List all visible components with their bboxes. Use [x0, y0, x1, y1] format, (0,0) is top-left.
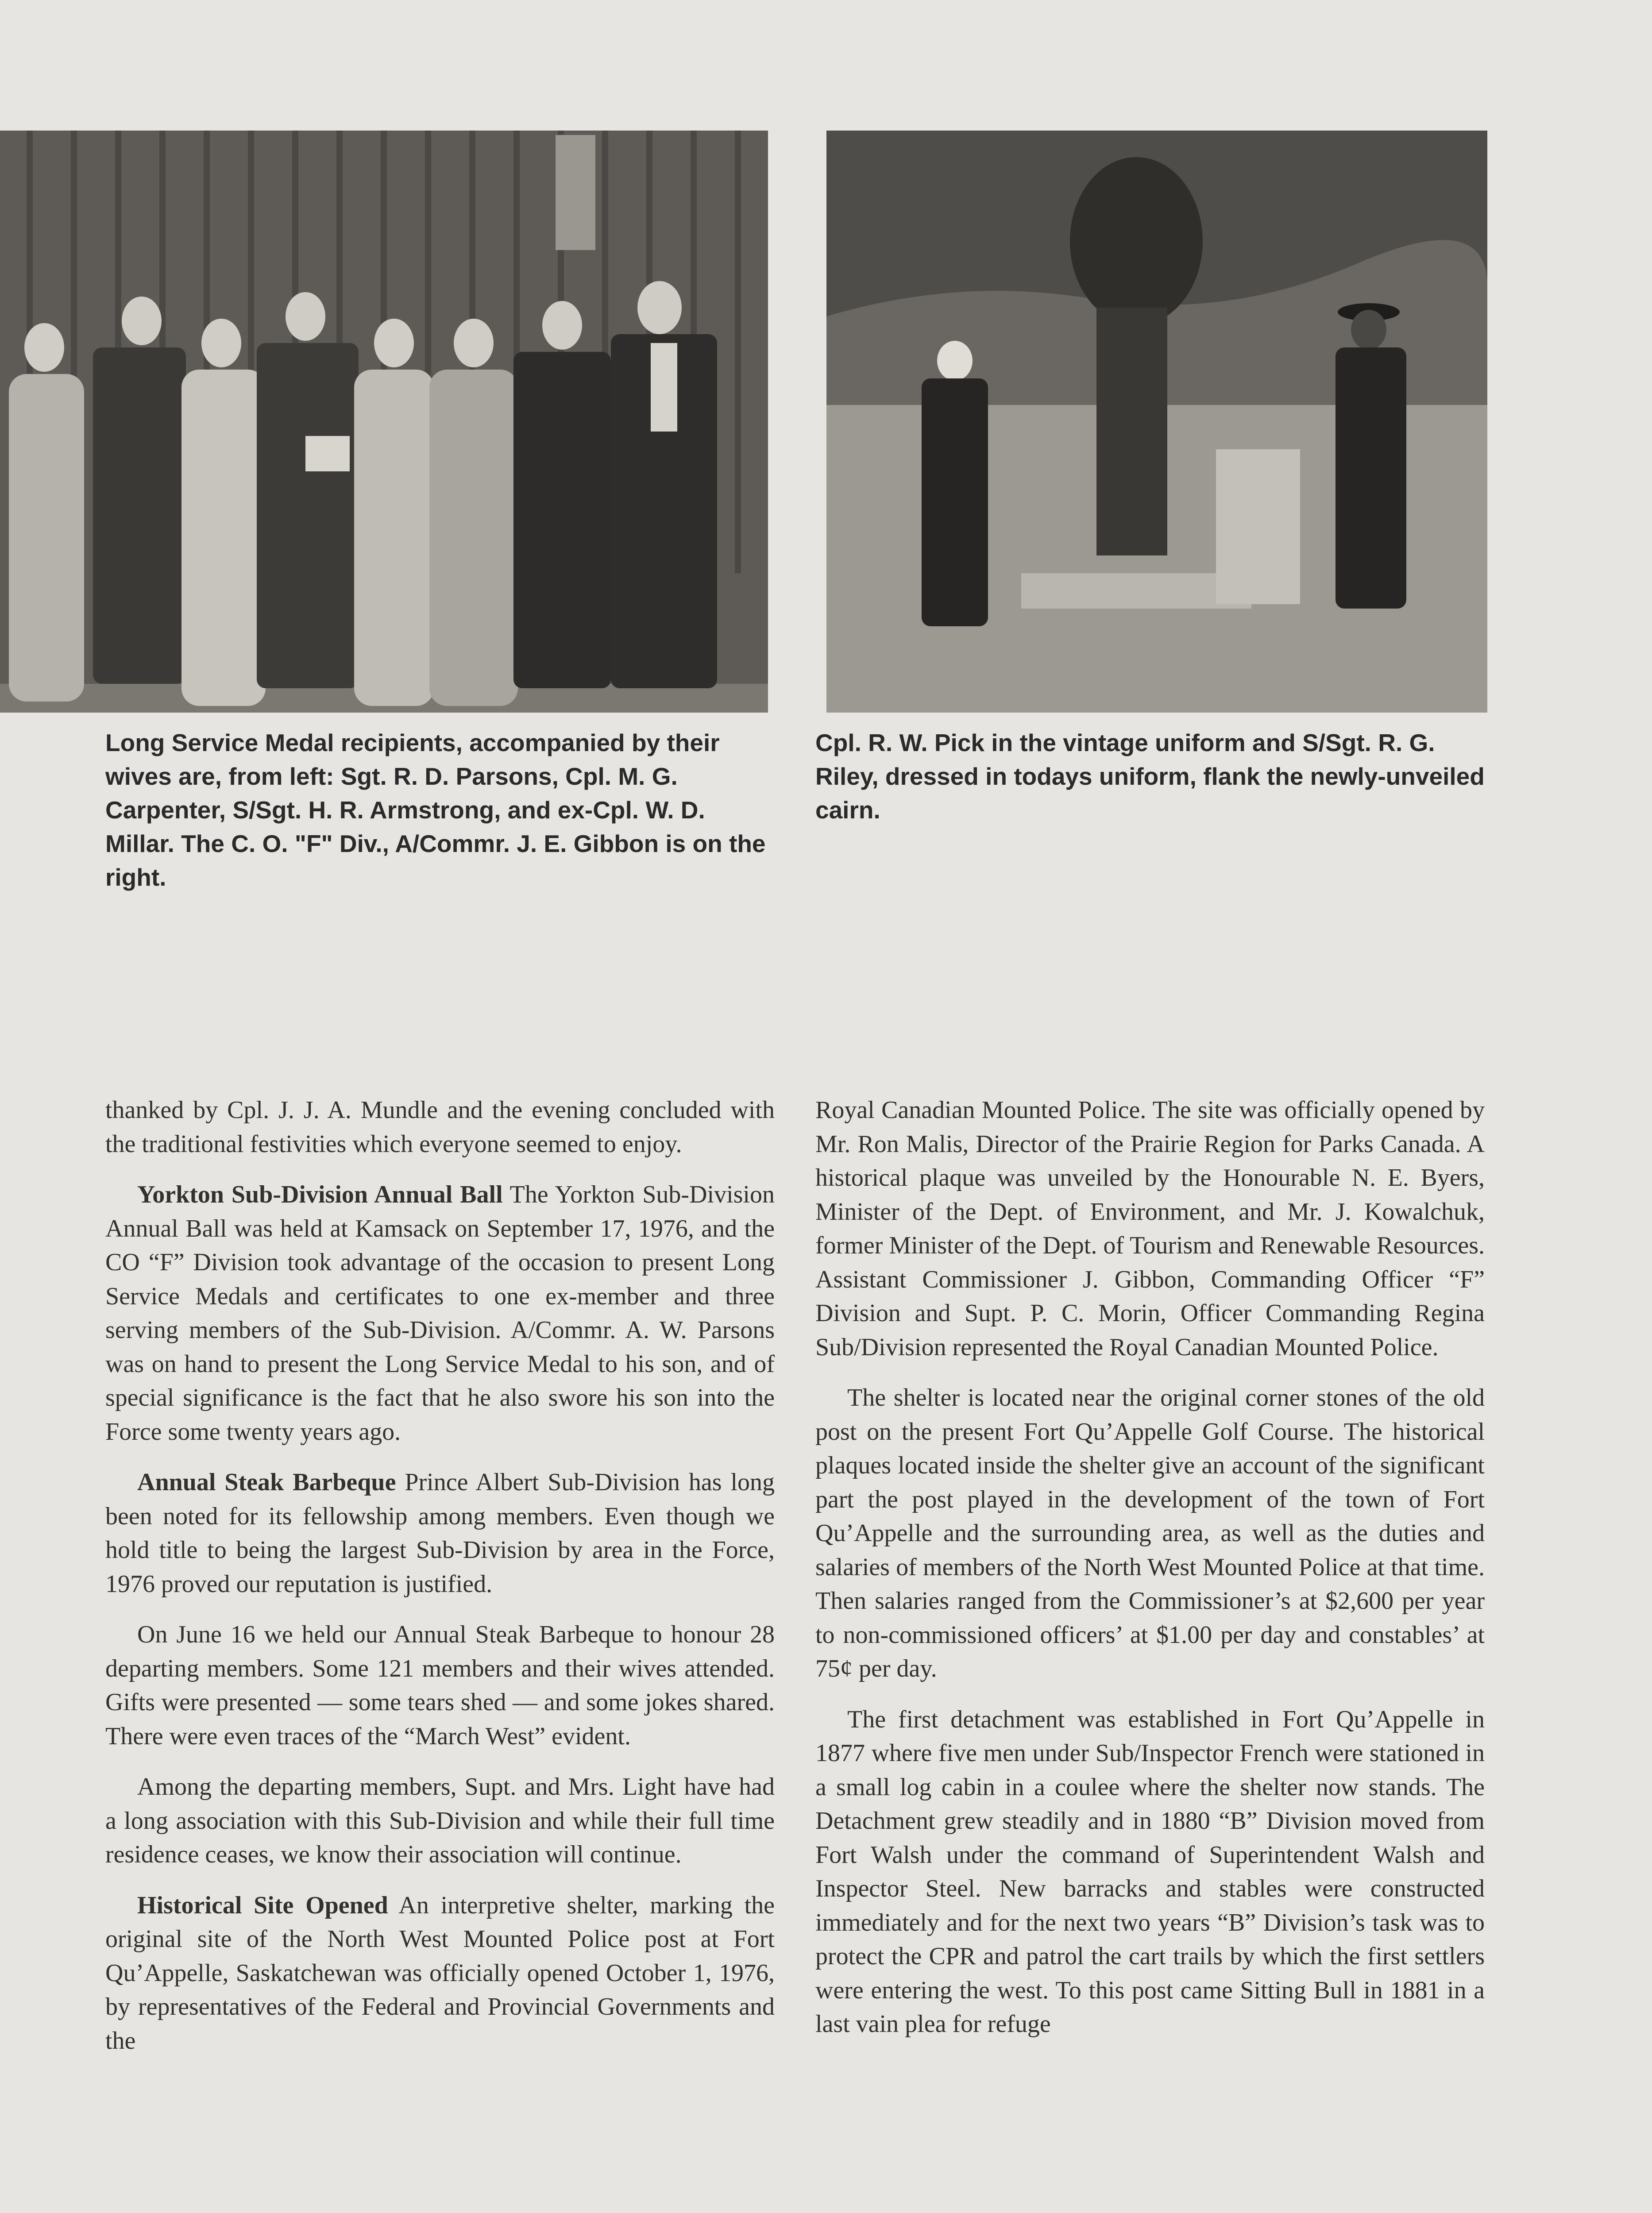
paragraph: On June 16 we held our Annual Steak Barbeque to honour 28 departing members. Some 121 members and their wives attended. Gifts were presented — some tears shed — and some jokes shared. There were even traces of the “March West” evident.	[105, 1621, 775, 1750]
section-heading: Yorkton Sub-Division Annual Ball	[137, 1181, 503, 1208]
section-heading: Annual Steak Barbeque	[137, 1469, 396, 1496]
paragraph-body: The Yorkton Sub-Division Annual Ball was held at Kamsack on September 17, 1976, and the CO “F” Division took advantage of the occasion to present Long Service Medals and certificates to one ex-member and three serving members of the Sub-Division. A/Commr. A. W. Parsons was on hand to present the Long Service Medal to his son, and of special significance is the fact that he also swore his son into the Force some twenty years ago.	[105, 1181, 775, 1446]
paragraph-body: An interpretive shelter, marking the original site of the North West Mounted Police post at Fort Qu’Appelle, Saskatchewan was officially opened October 1, 1976, by representatives of the Federal and Provincial Governments and the	[105, 1891, 775, 2055]
cairn-image	[826, 131, 1487, 713]
left-photo-caption: Long Service Medal recipients, accompanied by their wives are, from left: Sgt. R. D. Parsons, Cpl. M. G. Carpenter, S/Sgt. H. R. Armstrong, and ex-Cpl. W. D. Millar. The C. O. "F" Div., A/Commr. J. E. Gibbon is on the right.	[105, 729, 766, 891]
right-photo-caption: Cpl. R. W. Pick in the vintage uniform and S/Sgt. R. G. Riley, dressed in todays uniform, flank the newly-unveiled cairn.	[815, 729, 1485, 824]
paragraph-body: Prince Albert Sub-Division has long been noted for its fellowship among members. Even though we hold title to being the largest Sub-Division by area in the Force, 1976 proved our reputation is justified.	[105, 1469, 775, 1598]
paragraph: The shelter is located near the original corner stones of the old post on the present Fort Qu’Appelle Golf Course. The historical plaques located inside the shelter give an account of the significant part the post played in the development of the town of Fort Qu’Appelle and the surrounding area, as well as the duties and salaries of members of the North West Mounted Police at that time. Then salaries ranged from the Commissioner’s at $2,600 per year to non-commissioned officers’ at $1.00 per day and constables’ at 75¢ per day.	[815, 1384, 1485, 1682]
paragraph	[105, 1465, 775, 1601]
left-text-column	[105, 1093, 775, 2074]
medal-recipients-photo	[0, 131, 768, 713]
cairn-photo	[826, 131, 1487, 713]
section-heading: Historical Site Opened	[137, 1891, 388, 1919]
paragraph: Royal Canadian Mounted Police. The site was officially opened by Mr. Ron Malis, Director of the Prairie Region for Parks Canada. A historical plaque was unveiled by the Honourable N. E. Byers, Minister of the Dept. of Environment, and Mr. J. Kowalchuk, former Minister of the Dept. of Tourism and Renewable Resources. Assistant Commissioner J. Gibbon, Commanding Officer “F” Division and Supt. P. C. Morin, Officer Commanding Regina Sub/Division represented the Royal Canadian Mounted Police.	[815, 1096, 1485, 1361]
medal-recipients-image	[0, 131, 768, 713]
paragraph	[105, 1178, 775, 1449]
paragraph: thanked by Cpl. J. J. A. Mundle and the evening concluded with the traditional festivities which everyone seemed to enjoy.	[105, 1096, 775, 1158]
paragraph	[105, 1889, 775, 2058]
right-text-column	[815, 1093, 1485, 2058]
paragraph: The first detachment was established in Fort Qu’Appelle in 1877 where five men under Sub/Inspector French were stationed in a small log cabin in a coulee where the shelter now stands. The Detachment grew steadily and in 1880 “B” Division moved from Fort Walsh under the command of Superintendent Walsh and Inspector Steel. New barracks and stables were constructed immediately and for the next two years “B” Division’s task was to protect the CPR and patrol the cart trails by which the first settlers were entering the west. To this post came Sitting Bull in 1881 in a last vain plea for refuge	[815, 1705, 1485, 2038]
paragraph: Among the departing members, Supt. and Mrs. Light have had a long association with this Sub-Division and while their full time residence ceases, we know their association will continue.	[105, 1773, 775, 1868]
